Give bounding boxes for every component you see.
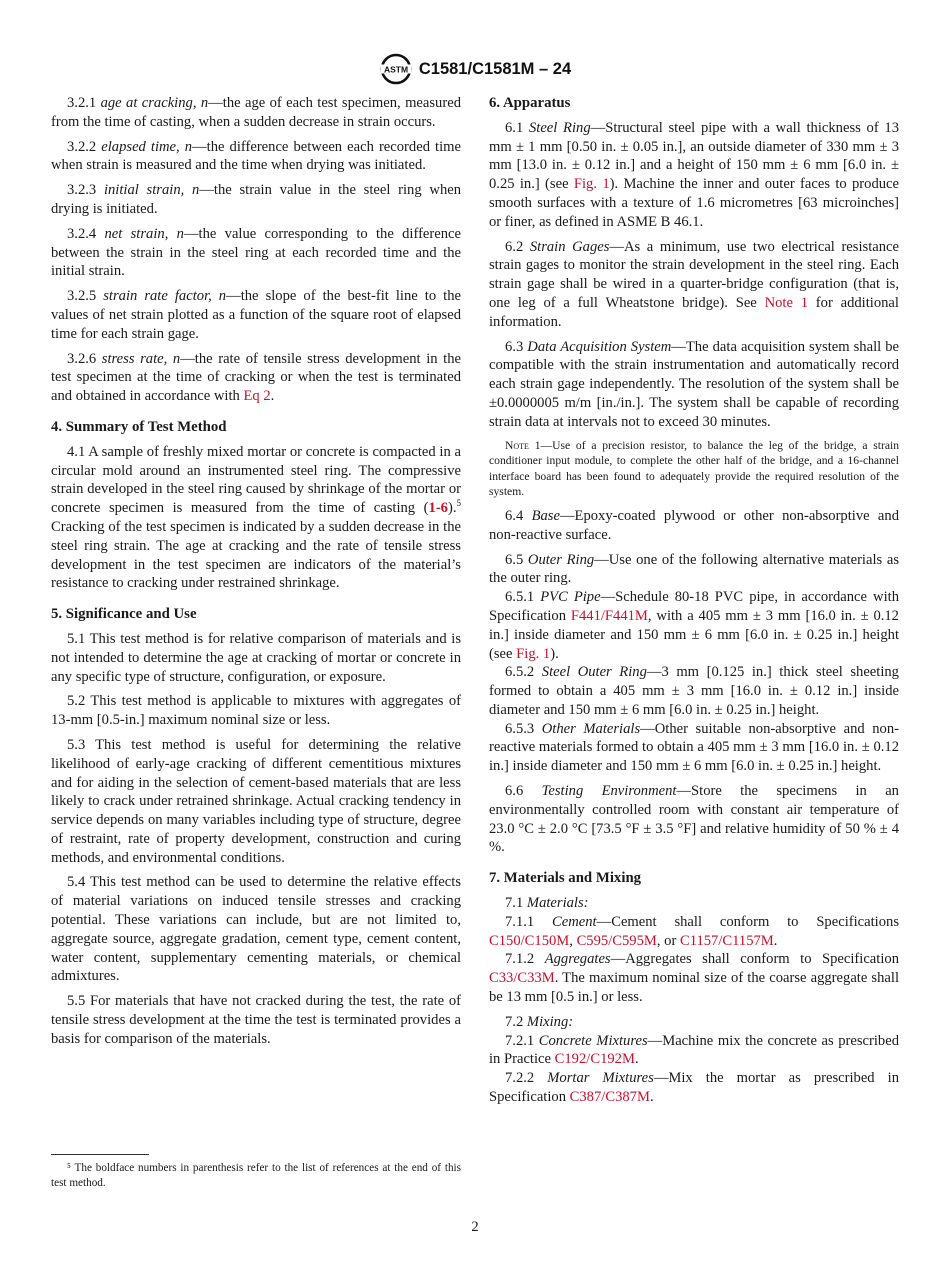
paragraph-7-2-1: 7.2.1 Concrete Mixtures—Machine mix the concrete as prescribed in Practice C192/C192M. [489, 1032, 899, 1068]
note-1-link[interactable]: Note 1 [764, 294, 809, 311]
fig-1-link[interactable]: Fig. 1 [516, 645, 551, 662]
paragraph-4-1: 4.1 A sample of freshly mixed mortar or concrete is compacted in a circular mold around an instrumented steel ring. The compressive strain developed in the steel ring caused by shrinkage of the mortar or concrete specimen is measured from the time of casting (1-6).$^5$ Cracking of the test specimen is indicated by a sudden decrease in the steel ring strain. The age at cracking and the rate of tensile stress development in the test specimen are indicators of the material’s resistance to cracking under restrained shrinkage. [51, 443, 461, 592]
c150-link[interactable]: C150/C150M [489, 932, 570, 949]
paragraph-6-5-3: 6.5.3 Other Materials—Other suitable non-absorptive and non-reactive materials formed to obtain a 405 mm ± 3 mm [16.0 in. ± 0.12 in.] inside diameter and 150 mm ± 6 mm [6.0 in. ± 0.25 in.] height. [489, 720, 899, 775]
section-7-heading: 7. Materials and Mixing [489, 870, 642, 887]
footnote-marker: 5 [456, 498, 461, 509]
paragraph-6-5-1: 6.5.1 PVC Pipe—Schedule 80-18 PVC pipe, in accordance with Specification F441/F441M, with a 405 mm ± 3 mm [16.0 in. ± 0.12 in.] inside diameter and 150 mm ± 6 mm [6.0 in. ± 0.25 in.] height (see Fig. 1). [489, 589, 899, 662]
f441-link[interactable]: F441/F441M [570, 607, 648, 624]
c595-link[interactable]: C595/C595M [576, 932, 657, 949]
paragraph-7-1-2: 7.1.2 Aggregates—Aggregates shall conform to Specification C33/C33M. The maximum nominal size of the coarse aggregate shall be 13 mm [0.5 in.] or less. [489, 951, 899, 1006]
paragraph-7-2-2: 7.2.2 Mortar Mixtures—Mix the mortar as prescribed in Specification C387/C387M. [489, 1070, 899, 1106]
document-designation: C1581/C1581M – 24 [418, 59, 572, 78]
svg-text:ASTM: ASTM [383, 64, 408, 75]
paragraph-7-2: 7.2 Mixing: [505, 1013, 574, 1030]
paragraph-6-5-2: 6.5.2 Steel Outer Ring—3 mm [0.125 in.] thick steel sheeting formed to obtain a 405 mm ± 3 mm [16.0 in. ± 0.12 in.] inside diameter and 150 mm ± 6 mm [6.0 in. ± 0.25 in.] height. [489, 664, 899, 718]
left-column [51, 94, 461, 1055]
definition-3-2-6: 3.2.6 stress rate, n—the rate of tensile stress development in the test specimen at the time of cracking or when the test is terminated and obtained in accordance with Eq 2. [51, 350, 461, 405]
paragraph-6-3: 6.3 Data Acquisition System—The data acquisition system shall be compatible with the strain instrumentation and automatically record each strain gage independently. The resolution of the system shall be ±0.0000005 m/m [in./in.]. The system shall be capable of recording strain data at intervals not to exceed 30 minutes. [489, 338, 899, 430]
right-column [489, 94, 899, 1107]
definition-3-2-3: 3.2.3 initial strain, n—the strain value in the steel ring when drying is initiated. [51, 182, 462, 217]
c1157-link[interactable]: C1157/C1157M [679, 932, 774, 949]
paragraph-5-4: 5.4 This test method can be used to determine the relative effects of material variations on induced tensile stresses and cracking potential. These variations can include, but are not limited to, aggregate source, aggregate gradation, cement type, cement content, water content, supplementary cementing materials, or chemical admixtures. [51, 874, 461, 985]
paragraph-6-1: 6.1 Steel Ring—Structural steel pipe with a wall thickness of 13 mm ± 1 mm [0.50 in. ± 0.05 in.], an outside diameter of 330 mm ± 3 mm [13.0 in. ± 0.12 in.] and a height of 150 mm ± 6 mm [6.0 in. ± 0.25 in.] (see Fig. 1). Machine the inner and outer faces to produce smooth surfaces with a texture of 1.6 micrometres [63 microinches] or finer, as defined in ASME B 46.1. [489, 119, 900, 230]
footnote-divider [51, 1154, 149, 1155]
definition-3-2-1: 3.2.1 age at cracking, n—the age of each test specimen, measured from the time of casting, when a sudden decrease in strain occurs. [51, 95, 461, 130]
definition-3-2-2: 3.2.2 elapsed time, n—the difference between each recorded time when strain is measured and the time when drying was initiated. [51, 138, 461, 174]
paragraph-5-5: 5.5 For materials that have not cracked during the test, the rate of tensile stress development at the time the test is terminated provides a basis for comparison of the materials. [51, 993, 461, 1047]
page-number: 2 [471, 1219, 479, 1235]
footnote-5: ⁵ The boldface numbers in parenthesis refer to the list of references at the end of this test method. [51, 1162, 461, 1190]
section-5-heading: 5. Significance and Use [51, 606, 197, 623]
paragraph-6-6: 6.6 Testing Environment—Store the specimens in an environmentally controlled room with constant air temperature of 23.0 °C ± 2.0 °C [73.5 °F ± 3.5 °F] and relative humidity of 50 % ± 4 %. [489, 783, 899, 856]
paragraph-6-5: 6.5 Outer Ring—Use one of the following alternative materials as the outer ring. [489, 551, 899, 587]
paragraph-5-1: 5.1 This test method is for relative comparison of materials and is not intended to determine the age at cracking of mortar or concrete in any specific type of structure, configuration, or exposure. [51, 630, 461, 685]
paragraph-7-1-1: 7.1.1 Cement—Cement shall conform to Specifications C150/C150M, C595/C595M, or C1157/C1157M. [489, 913, 899, 949]
section-4-heading: 4. Summary of Test Method [51, 418, 227, 435]
section-6-heading: 6. Apparatus [489, 95, 571, 111]
c33-link[interactable]: C33/C33M [489, 970, 555, 987]
paragraph-5-2: 5.2 This test method is applicable to mixtures with aggregates of 13-mm [0.5-in.] maximum nominal size or less. [51, 693, 461, 729]
paragraph-6-4: 6.4 Base—Epoxy-coated plywood or other non-absorptive and non-reactive surface. [489, 507, 899, 543]
definition-3-2-4: 3.2.4 net strain, n—the value corresponding to the difference between the strain in the steel ring at each recorded time and the initial strain. [51, 225, 461, 280]
paragraph-7-1: 7.1 Materials: [505, 895, 589, 912]
astm-logo-icon [379, 53, 413, 85]
eq-2-link[interactable]: Eq 2 [243, 388, 271, 405]
c192-link[interactable]: C192/C192M [554, 1051, 635, 1068]
note-1: Note 1—Use of a precision resistor, to balance the leg of the bridge, a strain conditioner input module, to complete the other half of the bridge, and a 16-channel interface board has been found to adequately provide the required resolution of the system. [489, 438, 899, 499]
references-link[interactable]: 1-6 [428, 500, 448, 517]
definition-3-2-5: 3.2.5 strain rate factor, n—the slope of the best-fit line to the values of net strain plotted as a function of the square root of elapsed time for each strain gage. [51, 288, 461, 342]
paragraph-5-3: 5.3 This test method is useful for determining the relative likelihood of early-age cracking of different cementitious mixtures and for aiding in the selection of cement-based materials that are less likely to crack under retrained shrinkage. Actual cracking tendency in service depends on many variables including type of structure, degree of restraint, rate of property development, construction and curing methods, and environmental conditions. [51, 736, 461, 866]
page-header [0, 52, 950, 86]
fig-1-link[interactable]: Fig. 1 [573, 176, 610, 193]
paragraph-6-2: 6.2 Strain Gages—As a minimum, use two electrical resistance strain gages to monitor the strain development in the steel ring. Each strain gage shall be wired in a quarter-bridge configuration (that is, one leg of a full Wheatstone bridge). See Note 1 for additional information. [489, 238, 899, 330]
c387-link[interactable]: C387/C387M [569, 1089, 650, 1106]
